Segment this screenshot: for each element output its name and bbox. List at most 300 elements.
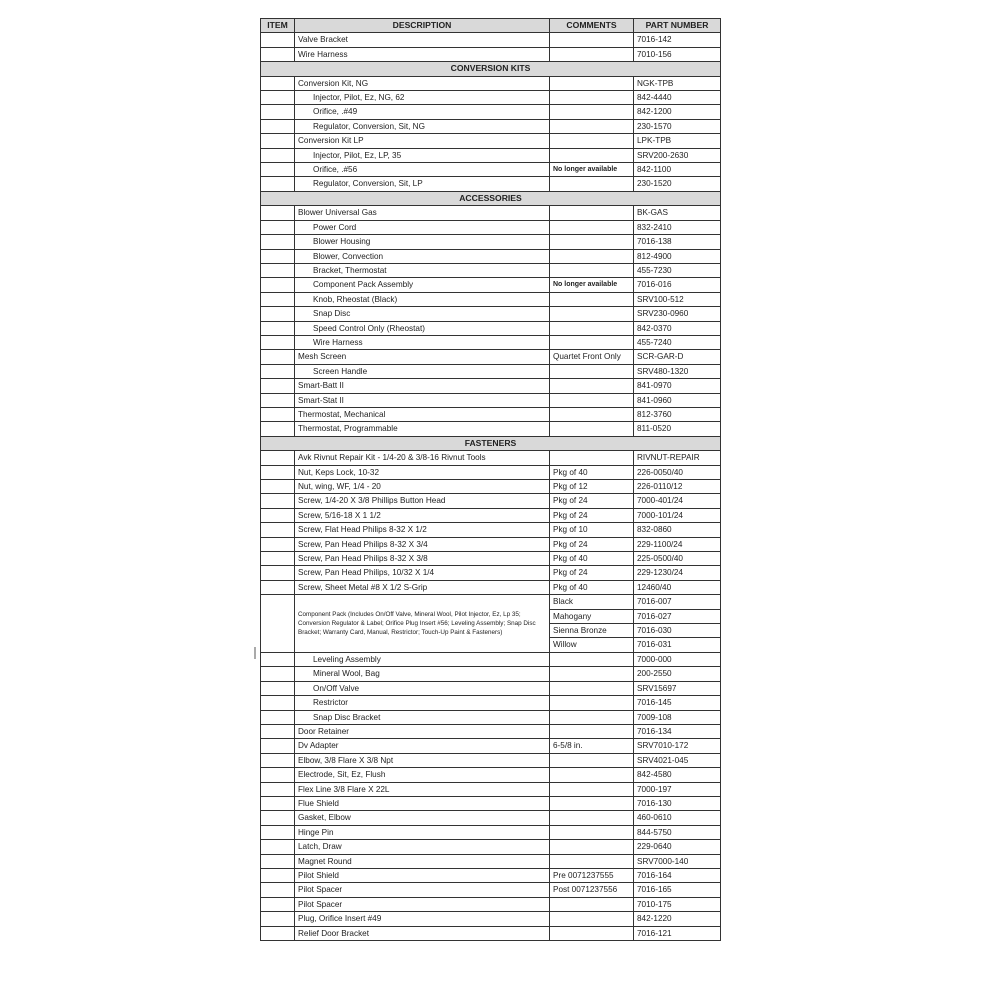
part-number-cell: 229-0640 — [634, 840, 721, 854]
description-cell: Hinge Pin — [295, 825, 550, 839]
comment-cell — [550, 177, 634, 191]
item-cell — [261, 249, 295, 263]
table-row — [261, 379, 721, 393]
description-cell: Screw, Pan Head Philips 8-32 X 3/8 — [295, 552, 550, 566]
table-row — [261, 119, 721, 133]
section-title: FASTENERS — [261, 436, 721, 450]
part-number-cell: 7016-145 — [634, 696, 721, 710]
item-cell — [261, 926, 295, 940]
table-row — [261, 292, 721, 306]
part-number-cell: 7016-031 — [634, 638, 721, 652]
item-cell — [261, 523, 295, 537]
part-number-cell: 7016-138 — [634, 235, 721, 249]
description-cell: Bracket, Thermostat — [295, 263, 550, 277]
item-cell — [261, 148, 295, 162]
comment-cell — [550, 422, 634, 436]
table-row — [261, 825, 721, 839]
part-number-cell: 7016-142 — [634, 33, 721, 47]
description-cell: Nut, Keps Lock, 10-32 — [295, 465, 550, 479]
description-cell: Conversion Kit LP — [295, 134, 550, 148]
table-row — [261, 739, 721, 753]
item-cell — [261, 407, 295, 421]
description-cell: Thermostat, Mechanical — [295, 407, 550, 421]
description-cell: Wire Harness — [295, 47, 550, 61]
part-number-cell: 842-1200 — [634, 105, 721, 119]
part-number-cell: 230-1520 — [634, 177, 721, 191]
description-cell: Mineral Wool, Bag — [295, 667, 550, 681]
part-number-cell: 841-0970 — [634, 379, 721, 393]
table-row — [261, 206, 721, 220]
part-number-cell: 226-0110/12 — [634, 480, 721, 494]
comment-cell: No longer available — [550, 163, 634, 177]
description-cell: Component Pack Assembly — [295, 278, 550, 292]
description-cell: Wire Harness — [295, 335, 550, 349]
item-cell — [261, 696, 295, 710]
comment-cell — [550, 292, 634, 306]
part-number-cell: 460-0610 — [634, 811, 721, 825]
comment-cell: Black — [550, 595, 634, 609]
description-cell: Flue Shield — [295, 796, 550, 810]
item-cell — [261, 883, 295, 897]
description-cell: Elbow, 3/8 Flare X 3/8 Npt — [295, 753, 550, 767]
table-row — [261, 364, 721, 378]
item-cell — [261, 235, 295, 249]
part-number-cell: BK-GAS — [634, 206, 721, 220]
part-number-cell: 842-4440 — [634, 91, 721, 105]
comment-cell: Pkg of 40 — [550, 552, 634, 566]
description-cell: Knob, Rheostat (Black) — [295, 292, 550, 306]
description-cell: Screw, Pan Head Philips, 10/32 X 1/4 — [295, 566, 550, 580]
description-cell: Blower, Convection — [295, 249, 550, 263]
description-cell: Speed Control Only (Rheostat) — [295, 321, 550, 335]
table-row — [261, 321, 721, 335]
comment-cell — [550, 335, 634, 349]
scan-edge-mark — [254, 647, 256, 659]
item-cell — [261, 220, 295, 234]
item-cell — [261, 768, 295, 782]
item-cell — [261, 811, 295, 825]
item-cell — [261, 451, 295, 465]
part-number-cell: 832-0860 — [634, 523, 721, 537]
description-cell: Magnet Round — [295, 854, 550, 868]
comment-cell: Mahogany — [550, 609, 634, 623]
description-cell: Orifice, .#56 — [295, 163, 550, 177]
part-number-cell: 7000-101/24 — [634, 508, 721, 522]
item-cell — [261, 163, 295, 177]
table-row — [261, 782, 721, 796]
header-comments: COMMENTS — [550, 19, 634, 33]
description-cell: Valve Bracket — [295, 33, 550, 47]
comment-cell — [550, 206, 634, 220]
item-cell — [261, 566, 295, 580]
table-row — [261, 91, 721, 105]
item-cell — [261, 379, 295, 393]
part-number-cell: SCR-GAR-D — [634, 350, 721, 364]
table-row — [261, 523, 721, 537]
comment-cell — [550, 696, 634, 710]
table-row — [261, 177, 721, 191]
table-row — [261, 595, 721, 609]
description-cell: Screw, Flat Head Philips 8-32 X 1/2 — [295, 523, 550, 537]
table-row — [261, 350, 721, 364]
table-row — [261, 465, 721, 479]
description-cell: Injector, Pilot, Ez, NG, 62 — [295, 91, 550, 105]
part-number-cell: 7016-121 — [634, 926, 721, 940]
description-cell: Regulator, Conversion, Sit, NG — [295, 119, 550, 133]
item-cell — [261, 681, 295, 695]
comment-cell — [550, 897, 634, 911]
part-number-cell: 225-0500/40 — [634, 552, 721, 566]
description-cell: Latch, Draw — [295, 840, 550, 854]
table-row — [261, 796, 721, 810]
description-cell: Smart-Batt II — [295, 379, 550, 393]
comment-cell — [550, 393, 634, 407]
table-row — [261, 480, 721, 494]
comment-cell — [550, 782, 634, 796]
comment-cell: Pkg of 24 — [550, 537, 634, 551]
comment-cell — [550, 811, 634, 825]
item-cell — [261, 47, 295, 61]
part-number-cell: SRV100-512 — [634, 292, 721, 306]
section-row — [261, 436, 721, 450]
section-row — [261, 62, 721, 76]
table-row — [261, 33, 721, 47]
description-cell: Leveling Assembly — [295, 652, 550, 666]
comment-cell — [550, 47, 634, 61]
comment-cell: Pkg of 40 — [550, 465, 634, 479]
description-cell: Snap Disc — [295, 307, 550, 321]
item-cell — [261, 292, 295, 306]
description-cell: Screen Handle — [295, 364, 550, 378]
part-number-cell: 841-0960 — [634, 393, 721, 407]
part-number-cell: SRV4021-045 — [634, 753, 721, 767]
comment-cell — [550, 840, 634, 854]
comment-cell — [550, 263, 634, 277]
comment-cell — [550, 652, 634, 666]
item-cell — [261, 753, 295, 767]
item-cell — [261, 580, 295, 594]
table-row — [261, 537, 721, 551]
table-row — [261, 235, 721, 249]
table-row — [261, 724, 721, 738]
comment-cell — [550, 119, 634, 133]
table-row — [261, 134, 721, 148]
comment-cell: Quartet Front Only — [550, 350, 634, 364]
section-row — [261, 191, 721, 205]
item-cell — [261, 840, 295, 854]
table-row — [261, 926, 721, 940]
part-number-cell: 7010-156 — [634, 47, 721, 61]
comment-cell: Willow — [550, 638, 634, 652]
item-cell — [261, 739, 295, 753]
comment-cell — [550, 753, 634, 767]
comment-cell — [550, 307, 634, 321]
description-cell: Blower Universal Gas — [295, 206, 550, 220]
description-cell: Relief Door Bracket — [295, 926, 550, 940]
comment-cell — [550, 796, 634, 810]
section-title: CONVERSION KITS — [261, 62, 721, 76]
item-cell — [261, 393, 295, 407]
comment-cell — [550, 407, 634, 421]
part-number-cell: SRV7000-140 — [634, 854, 721, 868]
part-number-cell: 842-1100 — [634, 163, 721, 177]
item-cell — [261, 667, 295, 681]
part-number-cell: 7016-030 — [634, 624, 721, 638]
part-number-cell: 226-0050/40 — [634, 465, 721, 479]
description-cell: Screw, Sheet Metal #8 X 1/2 S-Grip — [295, 580, 550, 594]
item-cell — [261, 76, 295, 90]
table-row — [261, 263, 721, 277]
description-cell: Flex Line 3/8 Flare X 22L — [295, 782, 550, 796]
part-number-cell: 842-4580 — [634, 768, 721, 782]
description-cell: Blower Housing — [295, 235, 550, 249]
part-number-cell: 455-7230 — [634, 263, 721, 277]
item-cell — [261, 335, 295, 349]
description-cell: Component Pack (Includes On/Off Valve, Mineral Wool, Pilot Injector, Ez, Lp 35; Conversion Regulator & Label; Orifice Plug Insert #56; Leveling Assembly; Snap Disc Bracket; Warranty Card, Manual, Restrictor; Touch-Up Paint & Fasteners) — [295, 595, 550, 653]
table-row — [261, 667, 721, 681]
comment-cell: Pkg of 24 — [550, 508, 634, 522]
table-row — [261, 249, 721, 263]
item-cell — [261, 494, 295, 508]
part-number-cell: 7016-027 — [634, 609, 721, 623]
comment-cell — [550, 134, 634, 148]
item-cell — [261, 854, 295, 868]
description-cell: Injector, Pilot, Ez, LP, 35 — [295, 148, 550, 162]
part-number-cell: 7016-134 — [634, 724, 721, 738]
table-row — [261, 494, 721, 508]
table-row — [261, 335, 721, 349]
comment-cell — [550, 105, 634, 119]
description-cell: Smart-Stat II — [295, 393, 550, 407]
table-row — [261, 897, 721, 911]
part-number-cell: 7016-165 — [634, 883, 721, 897]
item-cell — [261, 33, 295, 47]
item-cell — [261, 537, 295, 551]
item-cell — [261, 710, 295, 724]
table-row — [261, 278, 721, 292]
part-number-cell: 7016-164 — [634, 868, 721, 882]
table-row — [261, 652, 721, 666]
part-number-cell: SRV480-1320 — [634, 364, 721, 378]
item-cell — [261, 321, 295, 335]
description-cell: Pilot Shield — [295, 868, 550, 882]
comment-cell: Pre 0071237555 — [550, 868, 634, 882]
description-cell: Restrictor — [295, 696, 550, 710]
part-number-cell: NGK-TPB — [634, 76, 721, 90]
description-cell: Avk Rivnut Repair Kit - 1/4-20 & 3/8-16 Rivnut Tools — [295, 451, 550, 465]
table-row — [261, 148, 721, 162]
comment-cell — [550, 825, 634, 839]
description-cell: Snap Disc Bracket — [295, 710, 550, 724]
comment-cell: Pkg of 24 — [550, 494, 634, 508]
part-number-cell: 7016-007 — [634, 595, 721, 609]
description-cell: Regulator, Conversion, Sit, LP — [295, 177, 550, 191]
description-cell: Screw, Pan Head Philips 8-32 X 3/4 — [295, 537, 550, 551]
table-row — [261, 566, 721, 580]
comment-cell — [550, 724, 634, 738]
description-cell: Orifice, .#49 — [295, 105, 550, 119]
description-cell: Gasket, Elbow — [295, 811, 550, 825]
part-number-cell: 812-4900 — [634, 249, 721, 263]
table-row — [261, 883, 721, 897]
part-number-cell: 7016-016 — [634, 278, 721, 292]
description-cell: Pilot Spacer — [295, 883, 550, 897]
comment-cell: Pkg of 10 — [550, 523, 634, 537]
item-cell — [261, 307, 295, 321]
comment-cell — [550, 235, 634, 249]
part-number-cell: 200-2550 — [634, 667, 721, 681]
comment-cell — [550, 33, 634, 47]
item-cell — [261, 652, 295, 666]
comment-cell: No longer available — [550, 278, 634, 292]
description-cell: Mesh Screen — [295, 350, 550, 364]
part-number-cell: 7000-000 — [634, 652, 721, 666]
table-row — [261, 47, 721, 61]
table-row — [261, 912, 721, 926]
item-cell — [261, 912, 295, 926]
comment-cell — [550, 912, 634, 926]
description-cell: Power Cord — [295, 220, 550, 234]
item-cell — [261, 105, 295, 119]
comment-cell: Pkg of 12 — [550, 480, 634, 494]
comment-cell — [550, 379, 634, 393]
table-row — [261, 105, 721, 119]
part-number-cell: 7000-401/24 — [634, 494, 721, 508]
part-number-cell: 7010-175 — [634, 897, 721, 911]
header-description: DESCRIPTION — [295, 19, 550, 33]
item-cell — [261, 350, 295, 364]
item-cell — [261, 119, 295, 133]
part-number-cell: 842-0370 — [634, 321, 721, 335]
item-cell — [261, 134, 295, 148]
table-row — [261, 868, 721, 882]
table-row — [261, 768, 721, 782]
part-number-cell: 811-0520 — [634, 422, 721, 436]
table-row — [261, 854, 721, 868]
part-number-cell: SRV230-0960 — [634, 307, 721, 321]
parts-table — [260, 18, 721, 941]
comment-cell: Sienna Bronze — [550, 624, 634, 638]
header-row — [261, 19, 721, 33]
part-number-cell: 7016-130 — [634, 796, 721, 810]
description-cell: Screw, 5/16-18 X 1 1/2 — [295, 508, 550, 522]
item-cell — [261, 868, 295, 882]
comment-cell — [550, 364, 634, 378]
description-cell: Dv Adapter — [295, 739, 550, 753]
section-title: ACCESSORIES — [261, 191, 721, 205]
comment-cell — [550, 768, 634, 782]
part-number-cell: 812-3760 — [634, 407, 721, 421]
table-row — [261, 393, 721, 407]
table-row — [261, 163, 721, 177]
description-cell: Electrode, Sit, Ez, Flush — [295, 768, 550, 782]
table-row — [261, 753, 721, 767]
part-number-cell: 12460/40 — [634, 580, 721, 594]
comment-cell — [550, 451, 634, 465]
table-row — [261, 811, 721, 825]
item-cell — [261, 897, 295, 911]
part-number-cell: 455-7240 — [634, 335, 721, 349]
comment-cell — [550, 76, 634, 90]
table-row — [261, 580, 721, 594]
comment-cell — [550, 148, 634, 162]
table-row — [261, 552, 721, 566]
item-cell — [261, 91, 295, 105]
description-cell: Conversion Kit, NG — [295, 76, 550, 90]
item-cell — [261, 278, 295, 292]
description-cell: Door Retainer — [295, 724, 550, 738]
comment-cell — [550, 681, 634, 695]
comment-cell — [550, 249, 634, 263]
comment-cell — [550, 321, 634, 335]
part-number-cell: 844-5750 — [634, 825, 721, 839]
table-row — [261, 422, 721, 436]
description-cell: Plug, Orifice Insert #49 — [295, 912, 550, 926]
table-body — [261, 33, 721, 941]
part-number-cell: 229-1100/24 — [634, 537, 721, 551]
table-row — [261, 681, 721, 695]
part-number-cell: 229-1230/24 — [634, 566, 721, 580]
item-cell — [261, 724, 295, 738]
table-row — [261, 307, 721, 321]
part-number-cell: SRV200-2630 — [634, 148, 721, 162]
table-row — [261, 710, 721, 724]
part-number-cell: 230-1570 — [634, 119, 721, 133]
table-row — [261, 840, 721, 854]
table-row — [261, 451, 721, 465]
comment-cell — [550, 710, 634, 724]
table-row — [261, 220, 721, 234]
part-number-cell: RIVNUT-REPAIR — [634, 451, 721, 465]
comment-cell: Pkg of 40 — [550, 580, 634, 594]
table-row — [261, 696, 721, 710]
item-cell — [261, 552, 295, 566]
part-number-cell: 7000-197 — [634, 782, 721, 796]
part-number-cell: SRV7010-172 — [634, 739, 721, 753]
description-cell: Thermostat, Programmable — [295, 422, 550, 436]
item-cell — [261, 796, 295, 810]
comment-cell: Pkg of 24 — [550, 566, 634, 580]
description-cell: Pilot Spacer — [295, 897, 550, 911]
table-row — [261, 76, 721, 90]
part-number-cell: SRV15697 — [634, 681, 721, 695]
item-cell — [261, 508, 295, 522]
comment-cell — [550, 667, 634, 681]
item-cell — [261, 480, 295, 494]
comment-cell — [550, 926, 634, 940]
comment-cell — [550, 854, 634, 868]
part-number-cell: LPK-TPB — [634, 134, 721, 148]
item-cell — [261, 825, 295, 839]
comment-cell — [550, 91, 634, 105]
table-row — [261, 508, 721, 522]
header-part-number: PART NUMBER — [634, 19, 721, 33]
item-cell — [261, 206, 295, 220]
item-cell — [261, 465, 295, 479]
part-number-cell: 7009-108 — [634, 710, 721, 724]
comment-cell — [550, 220, 634, 234]
description-cell: Screw, 1/4-20 X 3/8 Phillips Button Head — [295, 494, 550, 508]
item-cell — [261, 595, 295, 653]
comment-cell: Post 0071237556 — [550, 883, 634, 897]
item-cell — [261, 263, 295, 277]
item-cell — [261, 177, 295, 191]
part-number-cell: 832-2410 — [634, 220, 721, 234]
item-cell — [261, 782, 295, 796]
description-cell: On/Off Valve — [295, 681, 550, 695]
comment-cell: 6-5/8 in. — [550, 739, 634, 753]
part-number-cell: 842-1220 — [634, 912, 721, 926]
